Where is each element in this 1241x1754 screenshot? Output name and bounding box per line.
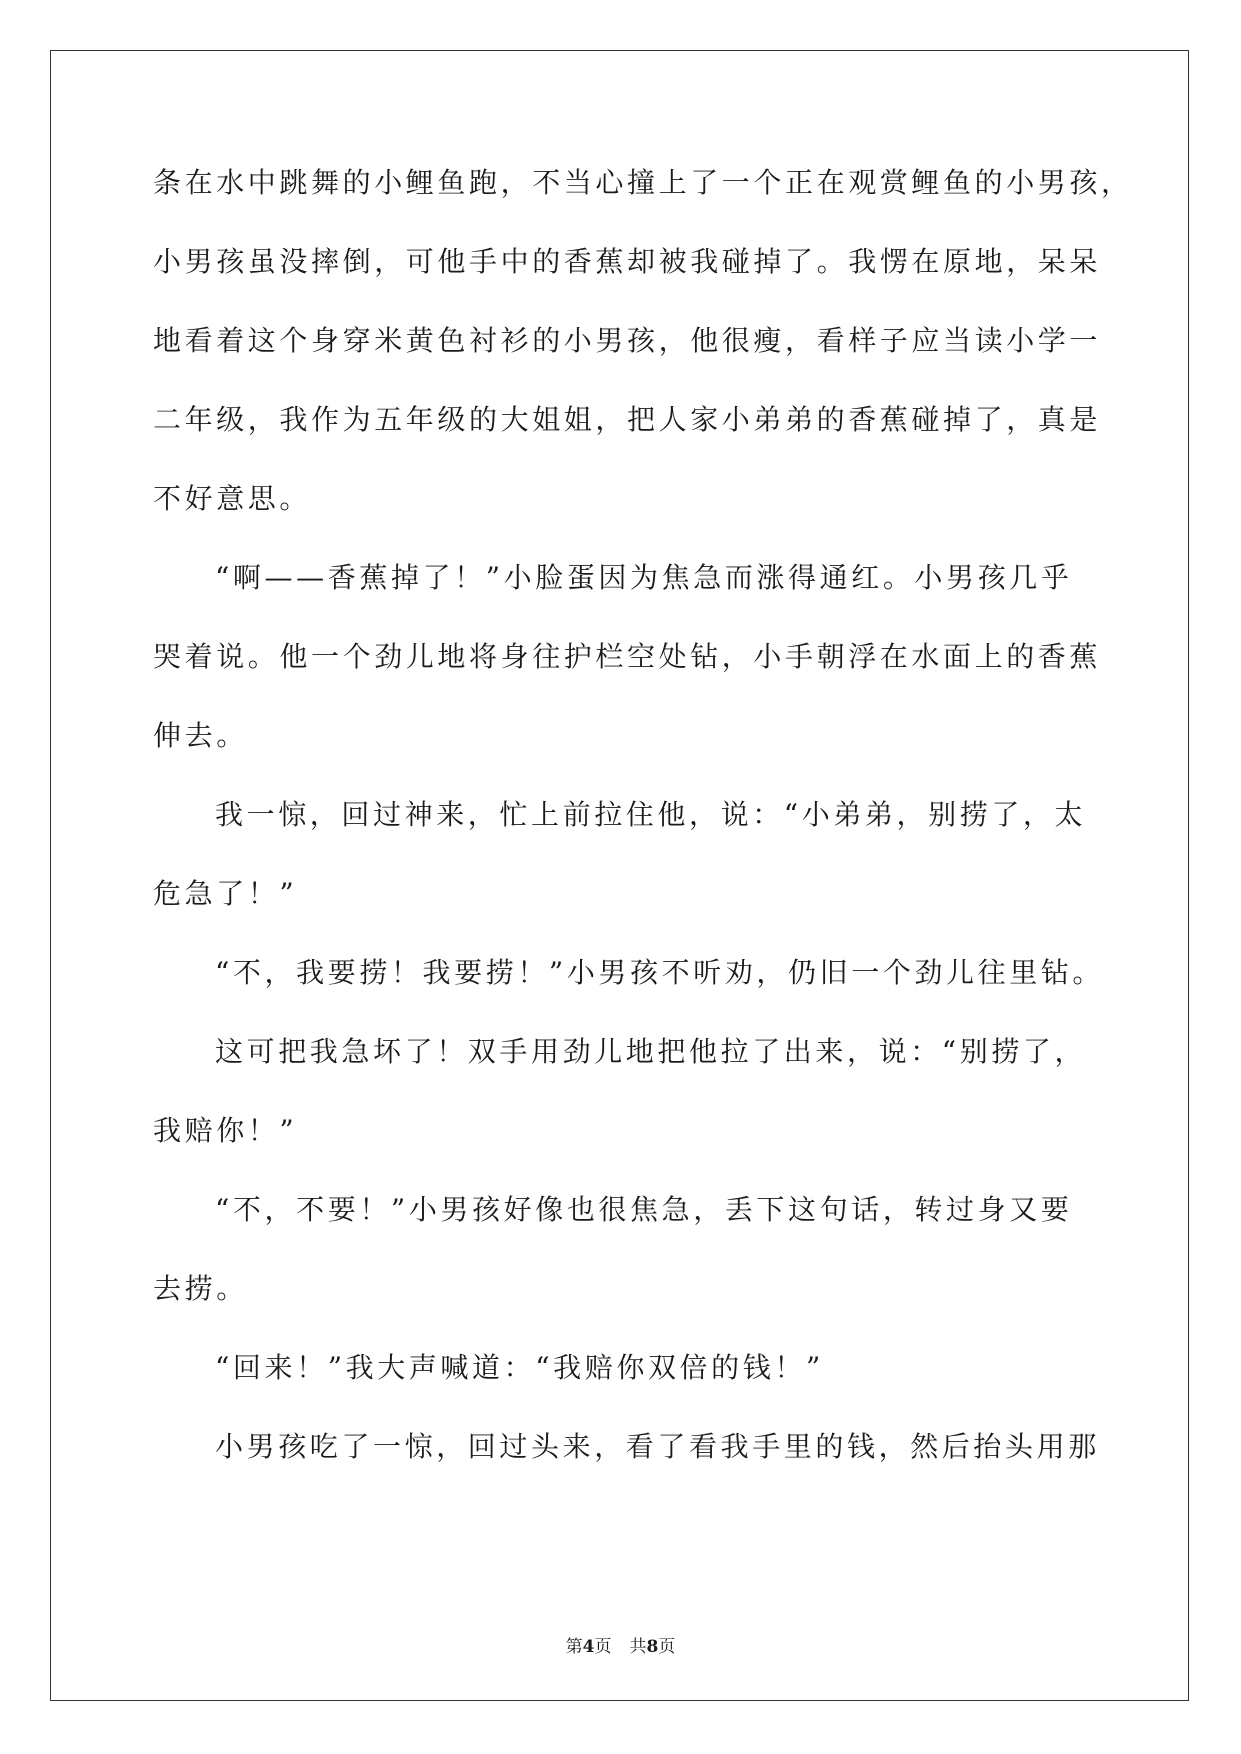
text-line: 我赔你！” xyxy=(153,1114,298,1147)
footer-page-word: 页 xyxy=(594,1637,612,1657)
text-line: 我一惊，回过神来，忙上前拉住他，说：“小弟弟，别捞了，太 xyxy=(215,798,1087,831)
footer-prefix: 第 xyxy=(565,1637,583,1657)
total-page-number: 8 xyxy=(646,1637,659,1657)
current-page-number: 4 xyxy=(582,1637,595,1657)
text-line: 哭着说。他一个劲儿地将身往护栏空处钻，小手朝浮在水面上的香蕉 xyxy=(153,640,1102,673)
text-line: 二年级，我作为五年级的大姐姐，把人家小弟弟的香蕉碰掉了，真是 xyxy=(153,403,1102,436)
text-line: “回来！”我大声喊道：“我赔你双倍的钱！” xyxy=(215,1351,824,1384)
text-line: 这可把我急坏了！双手用劲儿地把他拉了出来，说：“别捞了， xyxy=(215,1035,1087,1068)
footer-total-prefix: 共 xyxy=(629,1637,647,1657)
text-line: “不，我要捞！我要捞！”小男孩不听劝，仍旧一个劲儿往里钻。 xyxy=(215,956,1105,989)
document-body xyxy=(153,158,1133,1501)
footer-total-suffix: 页 xyxy=(658,1637,676,1657)
text-line: 小男孩吃了一惊，回过头来，看了看我手里的钱，然后抬头用那 xyxy=(215,1430,1100,1463)
text-line: “不，不要！”小男孩好像也很焦急，丢下这句话，转过身又要 xyxy=(215,1193,1073,1226)
text-line: 不好意思。 xyxy=(153,482,312,515)
text-line: 伸去。 xyxy=(153,719,248,752)
text-line: 去捞。 xyxy=(153,1272,248,1305)
page-footer xyxy=(0,1632,1241,1657)
text-line: 地看着这个身穿米黄色衬衫的小男孩，他很瘦，看样子应当读小学一 xyxy=(153,324,1102,357)
text-line: 条在水中跳舞的小鲤鱼跑，不当心撞上了一个正在观赏鲤鱼的小男孩， xyxy=(153,166,1133,199)
text-line: 小男孩虽没摔倒，可他手中的香蕉却被我碰掉了。我愣在原地，呆呆 xyxy=(153,245,1102,278)
text-line: 危急了！” xyxy=(153,877,298,910)
text-line: “啊——香蕉掉了！”小脸蛋因为焦急而涨得通红。小男孩几乎 xyxy=(215,561,1073,594)
